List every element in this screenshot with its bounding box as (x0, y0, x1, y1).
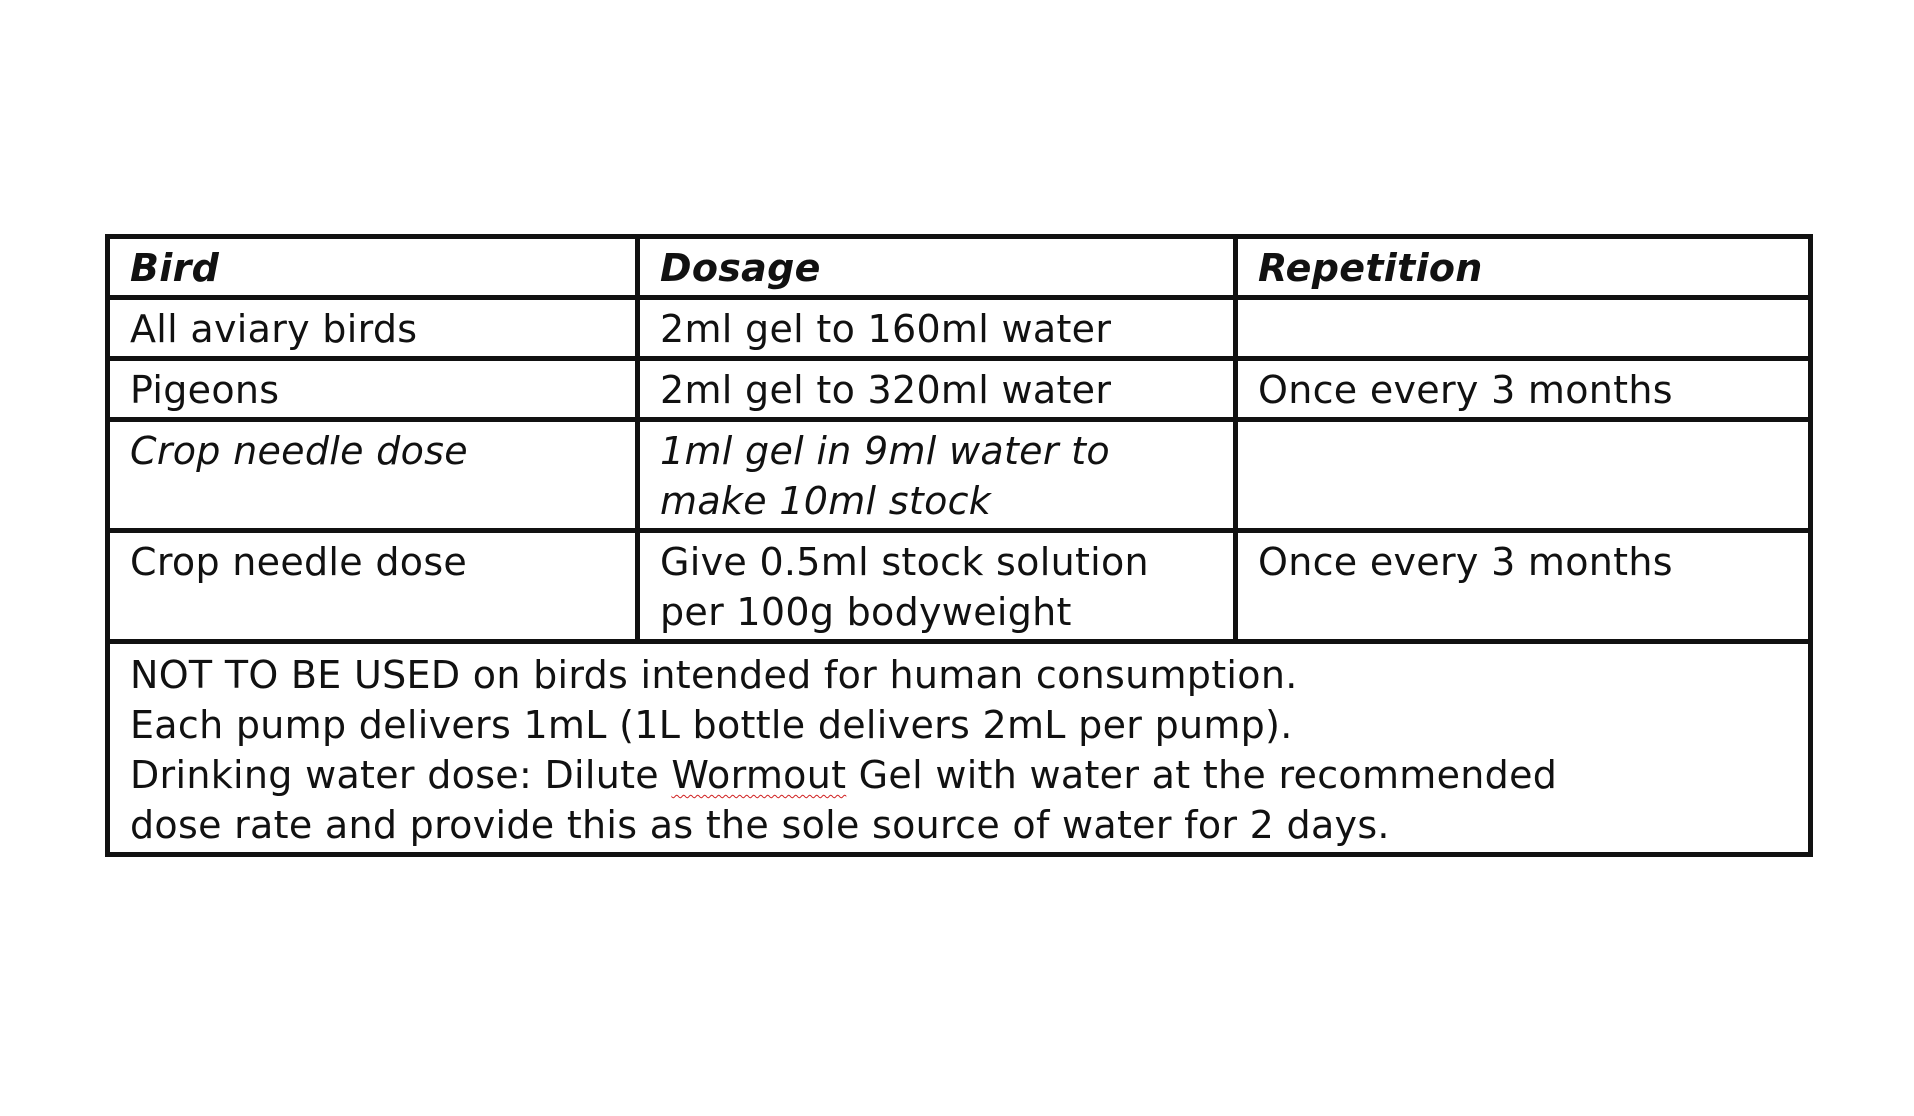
cell-repetition (1236, 298, 1811, 359)
cell-dosage: Give 0.5ml stock solution per 100g bodyweight (638, 531, 1236, 642)
note-line-4: dose rate and provide this as the sole source of water for 2 days. (130, 803, 1390, 847)
note-line-1: NOT TO BE USED on birds intended for human consumption. (130, 653, 1298, 697)
note-line-3-end: Gel with water at the recommended (846, 753, 1558, 797)
dosage-table (105, 234, 1813, 857)
spellcheck-flagged-word[interactable]: Wormout (671, 753, 847, 797)
note-line-2: Each pump delivers 1mL (1L bottle delivers 2mL per pump). (130, 703, 1293, 747)
table-row (108, 420, 1811, 531)
table-row (108, 359, 1811, 420)
table-row (108, 298, 1811, 359)
cell-bird: Crop needle dose (108, 420, 638, 531)
note-line-3-start: Drinking water dose: Dilute (130, 753, 672, 797)
notes-row (108, 642, 1811, 855)
header-dosage: Dosage (638, 237, 1236, 298)
notes-cell (108, 642, 1811, 855)
note-line-3 (130, 750, 1788, 800)
cell-dosage: 2ml gel to 160ml water (638, 298, 1236, 359)
cell-repetition (1236, 420, 1811, 531)
cell-repetition: Once every 3 months (1236, 359, 1811, 420)
header-bird: Bird (108, 237, 638, 298)
table-row (108, 531, 1811, 642)
cell-dosage: 1ml gel in 9ml water to make 10ml stock (638, 420, 1236, 531)
cell-repetition: Once every 3 months (1236, 531, 1811, 642)
cell-bird: Pigeons (108, 359, 638, 420)
cell-dosage: 2ml gel to 320ml water (638, 359, 1236, 420)
table-header-row (108, 237, 1811, 298)
header-repetition: Repetition (1236, 237, 1811, 298)
cell-bird: Crop needle dose (108, 531, 638, 642)
cell-bird: All aviary birds (108, 298, 638, 359)
